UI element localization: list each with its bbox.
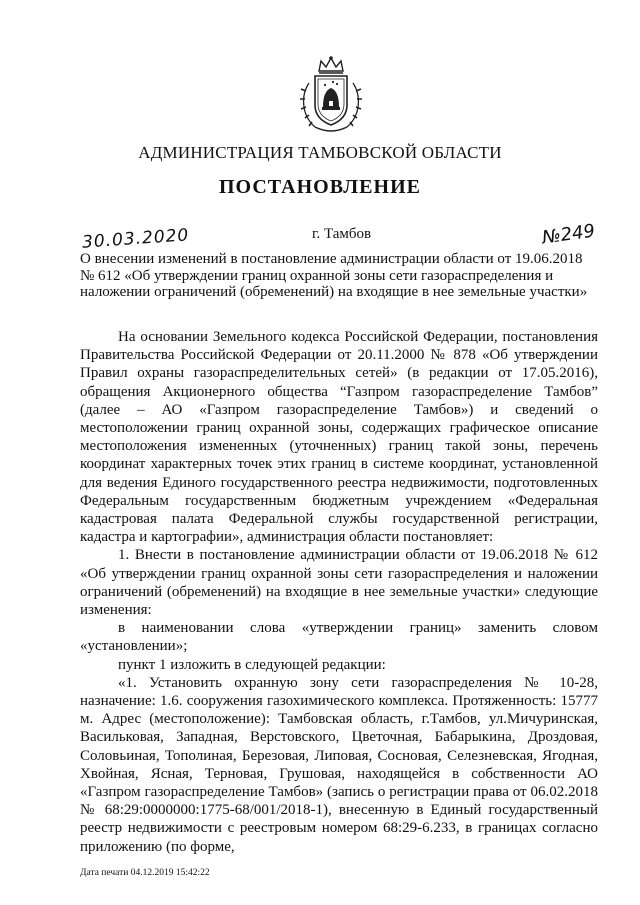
- body-paragraph: На основании Земельного кодекса Российской Федерации, постановления Правительства Российской Федерации от 20.11.2000 № 878 «Об утверждении Правил охраны газораспределительных сетей» (в редакции от 17.05.2016), обращения Акционерного общества “Газпром газораспределение Тамбов” (далее – АО «Газпром газораспределение Тамбов») и сведений о местоположении границ охранной зоны, содержащих графическое описание местоположения измененных (уточненных) границ такой зоны, перечень координат характерных точек этих границ в системе координат, установленной для ведения Единого государственного реестра недвижимости, подготовленных Федеральным государственным бюджетным учреждением «Федеральная кадастровая палата Федеральной службы государственной регистрации, кадастра и картографии», администрация области постановляет:: [80, 329, 598, 546]
- organization-title: АДМИНИСТРАЦИЯ ТАМБОВСКОЙ ОБЛАСТИ: [138, 143, 502, 162]
- handwritten-date: 30.03.2020: [81, 225, 190, 253]
- print-date: Дата печати 04.12.2019 15:42:22: [80, 868, 210, 878]
- document-type-heading: ПОСТАНОВЛЕНИЕ: [219, 176, 421, 198]
- city-label: г. Тамбов: [312, 226, 372, 242]
- tambov-coat-of-arms-icon: [295, 55, 367, 137]
- document-body: [80, 328, 598, 856]
- document-subject: О внесении изменений в постановление администрации области от 19.06.2018 № 612 «Об утверждении границ охранной зоны сети газораспределения и наложении ограничений (обременений) на входящие в нее земельные участки»: [80, 251, 588, 300]
- body-paragraph: 1. Внести в постановление администрации области от 19.06.2018 № 612 «Об утверждении границ охранной зоны сети газораспределения и наложении ограничений (обременений) на входящие в нее земельные участки» следующие изменения:: [80, 547, 598, 619]
- handwritten-document-number: №249: [540, 220, 597, 249]
- body-paragraph: «1. Установить охранную зону сети газораспределения № 10-28, назначение: 1.6. сооружения газохимического комплекса. Протяженность: 15777 м. Адрес (местоположение): Тамбовская область, г.Тамбов, ул.Мичуринская, Васильковая, Западная, Верстовского, Цветочная, Бабарыкина, Дроздовая, Соловьиная, Тополиная, Березовая, Липовая, Сосновая, Селезневская, Ягодная, Хвойная, Ясная, Терновая, Грушовая, находящейся в собственности АО «Газпром газораспределение Тамбов» (запись о регистрации права от 06.02.2018 № 68:29:0000000:1775-68/001/2018-1), внесенную в Единый государственный реестр недвижимости с реестровым номером 68:29-6.233, в границах согласно приложению (по форме,: [80, 674, 598, 855]
- body-paragraph: пункт 1 изложить в следующей редакции:: [118, 656, 386, 673]
- body-paragraph: в наименовании слова «утверждении границ» заменить словом «установлении»;: [80, 620, 598, 655]
